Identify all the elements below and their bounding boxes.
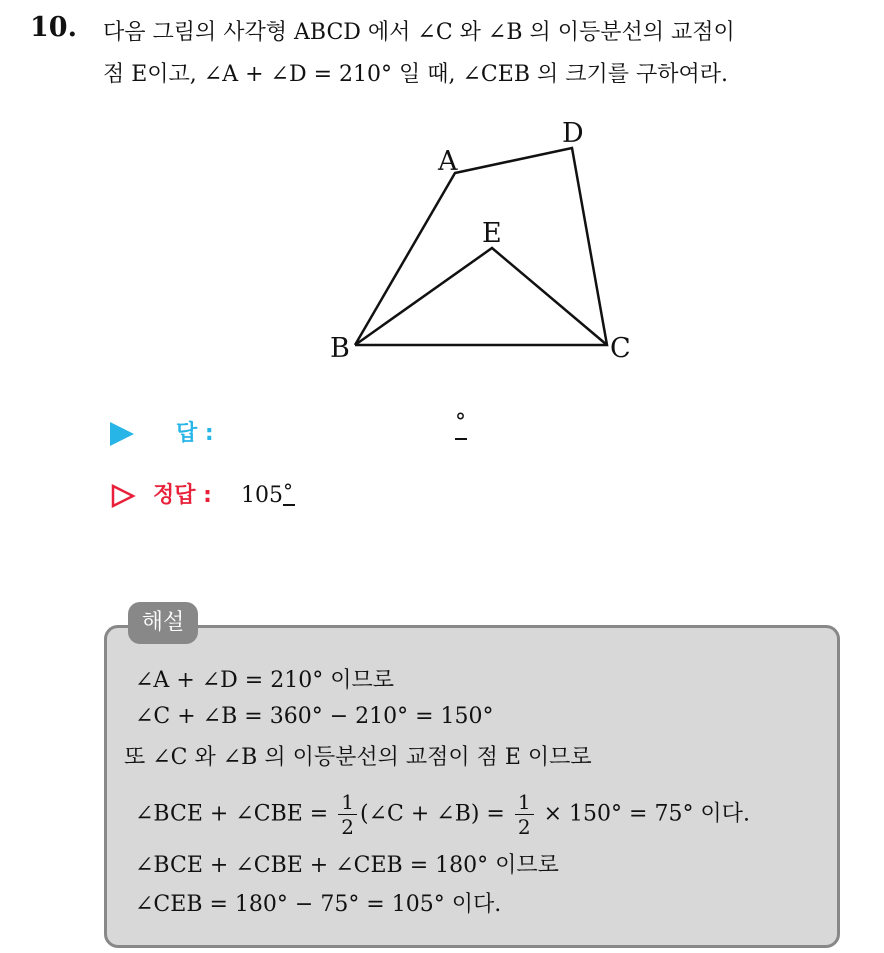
answer-unit: ° <box>455 410 466 435</box>
fraction-half-2 <box>515 792 534 837</box>
solution-value: 105 <box>240 483 283 508</box>
outline-triangle-icon <box>110 483 136 509</box>
solution-underline <box>283 504 295 506</box>
question-text-line2: 점 E이고, ∠A + ∠D = 210° 일 때, ∠CEB 의 크기를 구하여라. <box>103 62 728 87</box>
vertex-label-b: B <box>330 333 350 364</box>
vertex-label-e: E <box>482 218 502 249</box>
fraction-numerator: 1 <box>338 792 357 815</box>
vertex-label-c: C <box>610 333 631 364</box>
equation-middle: (∠C + ∠B) = <box>359 801 505 827</box>
solution-row <box>110 478 305 509</box>
question-number: 10. <box>30 12 77 43</box>
vertex-label-d: D <box>562 118 584 149</box>
bisector-lines <box>355 248 607 345</box>
quadrilateral-figure <box>320 115 650 375</box>
explanation-line3: 또 ∠C 와 ∠B 의 이등분선의 교점이 점 E 이므로 <box>124 745 592 770</box>
answer-label: 답 : <box>176 421 214 446</box>
fraction-denominator: 2 <box>517 815 531 839</box>
solution-label: 정답 : <box>153 483 212 508</box>
explanation-line5: ∠BCE + ∠CBE + ∠CEB = 180° 이므로 <box>135 853 559 878</box>
question-text-line1: 다음 그림의 사각형 ABCD 에서 ∠C 와 ∠B 의 이등분선의 교점이 <box>103 20 735 45</box>
answer-blank-underline[interactable] <box>455 438 467 440</box>
vertex-label-a: A <box>438 146 458 177</box>
answer-row <box>110 410 466 447</box>
explanation-line1: ∠A + ∠D = 210° 이므로 <box>135 668 394 693</box>
explanation-line6: ∠CEB = 180° − 75° = 105° 이다. <box>135 892 502 917</box>
equation-prefix: ∠BCE + ∠CBE = <box>135 801 329 827</box>
play-triangle-icon <box>110 422 134 446</box>
fraction-half-1 <box>338 792 357 837</box>
explanation-line4 <box>135 792 750 837</box>
quadrilateral-outline <box>355 148 607 345</box>
fraction-numerator: 1 <box>515 792 534 815</box>
equation-suffix: × 150° = 75° 이다. <box>543 801 750 827</box>
solution-unit: ° <box>282 479 293 503</box>
fraction-denominator: 2 <box>341 815 354 839</box>
explanation-line2: ∠C + ∠B = 360° − 210° = 150° <box>135 704 494 729</box>
explanation-tab: 해설 <box>128 602 198 644</box>
